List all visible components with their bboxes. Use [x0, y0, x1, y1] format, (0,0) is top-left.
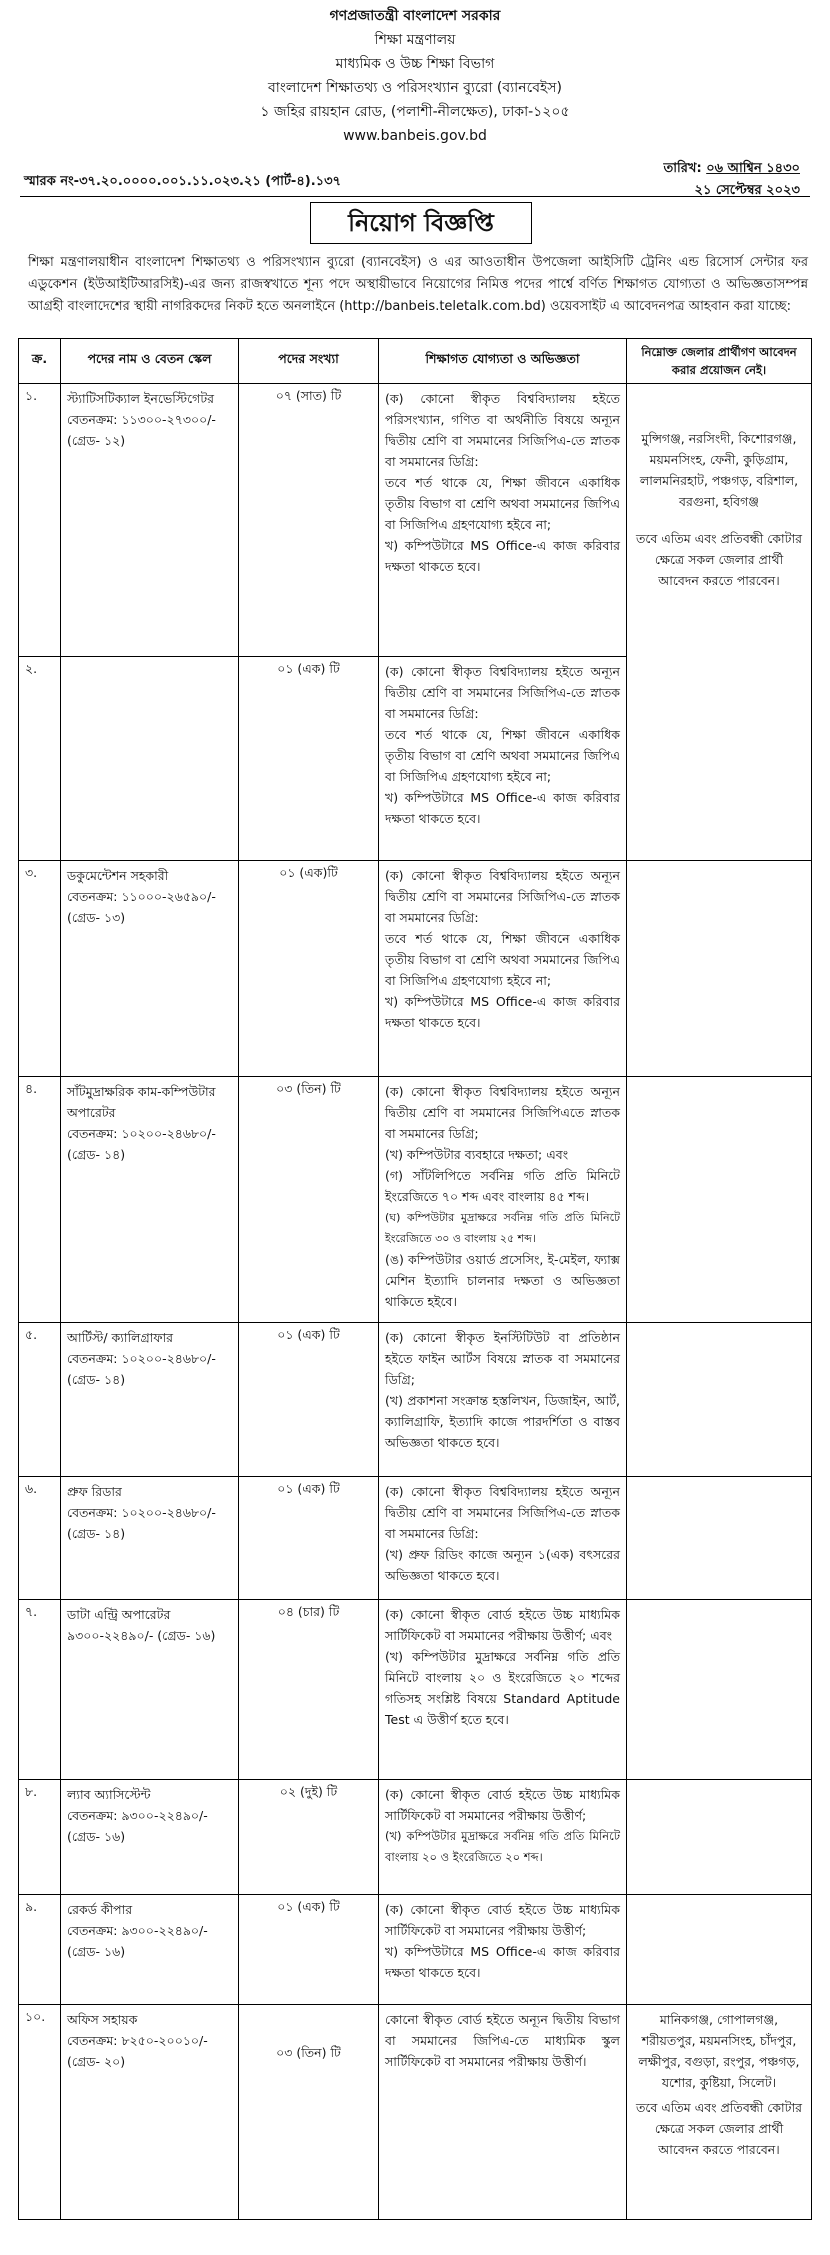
col-districts: নিম্নোক্ত জেলার প্রার্থীগণ আবেদন করার প্রয়োজন নেই। [627, 339, 812, 384]
table-row [19, 1077, 812, 1323]
table-row [19, 1323, 812, 1477]
memo-ref: স্মারক নং-৩৭.২০.০০০০.০০১.১১.০২৩.২১ (পার্ট-৪).১৩৭ [24, 174, 341, 189]
row-serial: ৫. [19, 1323, 61, 1477]
division-name: মাধ্যমিক ও উচ্চ শিক্ষা বিভাগ [335, 56, 495, 72]
pay-scale: বেতনক্রম: ৯৩০০-২২৪৯০/- [67, 1923, 208, 1938]
post-title: আর্টিস্ট/ ক্যালিগ্রাফার [67, 1330, 174, 1345]
row-serial: ৩. [19, 861, 61, 1077]
excluded-districts [627, 2005, 812, 2220]
table-row [19, 384, 812, 657]
post-title: অফিস সহায়ক [67, 2012, 138, 2027]
qual-item: কোনো স্বীকৃত বোর্ড হইতে অন্যূন দ্বিতীয় বিভাগ বা সমমানের জিপিএ-তে মাধ্যমিক স্কুল সার্টিফিকেট বা সমমানের পরীক্ষায় উত্তীর্ণ। [385, 2012, 620, 2069]
post-count: ০১ (এক) টি [239, 1895, 379, 2005]
table-row [19, 861, 812, 1077]
post-count: ০১ (এক) টি [239, 1477, 379, 1600]
row-serial: ১০. [19, 2005, 61, 2220]
post-count: ০১ (এক)টি [239, 861, 379, 1077]
date-en: ২১ সেপ্টেম্বর ২০২৩ [694, 183, 800, 198]
qual-item: (ক) কোনো স্বীকৃত বোর্ড হইতে উচ্চ মাধ্যমিক সার্টিফিকেট বা সমমানের পরীক্ষায় উত্তীর্ণ; এবং [385, 1607, 620, 1643]
post-name [61, 1323, 239, 1477]
row-serial: ৬. [19, 1477, 61, 1600]
pay-scale: বেতনক্রম: ৮২৫০-২০০১০/- [67, 2033, 208, 2048]
post-name [61, 2005, 239, 2220]
qualification [379, 1477, 627, 1600]
grade: (গ্রেড- ১৪) [67, 1147, 126, 1162]
qual-item: (ক) কোনো স্বীকৃত বিশ্ববিদ্যালয় হইতে অন্যূন দ্বিতীয় শ্রেণি বা সমমানের সিজিপিএ-তে স্নাতক বা সমমানের ডিগ্রি: [385, 1484, 620, 1541]
grade: (গ্রেড- ১৪) [67, 1372, 126, 1387]
qual-item: খ) কম্পিউটারে MS Office-এ কাজ করিবার দক্ষতা থাকতে হবে। [385, 790, 620, 826]
post-title: প্রুফ রিডার [67, 1484, 122, 1499]
qualification [379, 1600, 627, 1780]
post-name [61, 861, 239, 1077]
date-bn: ০৬ আশ্বিন ১৪৩০ [706, 161, 800, 176]
grade: (গ্রেড- ২০) [67, 2054, 126, 2069]
letterhead [0, 4, 830, 148]
post-count: ০২ (দুই) টি [239, 1780, 379, 1895]
post-name [61, 657, 239, 861]
qual-item: (ক) কোনো স্বীকৃত ইনস্টিটিউট বা প্রতিষ্ঠান হইতে ফাইন আর্টস বিষয়ে স্নাতক বা সমমানের ডিগ্রি; [385, 1330, 620, 1387]
pay-scale: বেতনক্রম: ১০২০০-২৪৬৮০/- [67, 1126, 216, 1141]
col-serial: ক্র. [19, 339, 61, 384]
qual-item: (খ) কম্পিউটার মুদ্রাক্ষরে সর্বনিম্ন গতি প্রতি মিনিটে বাংলায় ২০ ও ইংরেজিতে ২০ শব্দের গতিসহ সংশ্লিষ্ট বিষয়ে Standard Aptitude Test এ উত্তীর্ণ হতে হবে। [385, 1649, 620, 1727]
header-divider [20, 196, 810, 197]
post-count: ০১ (এক) টি [239, 657, 379, 861]
col-post: পদের নাম ও বেতন স্কেল [61, 339, 239, 384]
excluded-districts-empty [627, 861, 812, 1077]
qualification [379, 1895, 627, 2005]
post-title: সাঁটমুদ্রাক্ষরিক কাম-কম্পিউটার অপারেটর [67, 1084, 216, 1120]
excluded-districts-empty [627, 1323, 812, 1477]
table-row [19, 1477, 812, 1600]
qualification [379, 1780, 627, 1895]
pay-scale: বেতনক্রম: ৯৩০০-২২৪৯০/- [67, 1808, 208, 1823]
row-serial: ২. [19, 657, 61, 861]
grade: (গ্রেড- ১৪) [67, 1526, 126, 1541]
post-name [61, 1477, 239, 1600]
pay-scale: বেতনক্রম: ১১৩০০-২৭৩০০/- [67, 412, 216, 427]
address: ১ জহির রায়হান রোড, (পলাশী-নীলক্ষেত), ঢাকা-১২০৫ [260, 104, 570, 120]
website: www.banbeis.gov.bd [343, 128, 487, 144]
excluded-districts-empty [627, 1780, 812, 1895]
qual-item: (খ) প্রুফ রিডিং কাজে অন্যূন ১(এক) বৎসরের অভিজ্ঞতা থাকতে হবে। [385, 1547, 620, 1583]
table-row [19, 2005, 812, 2220]
grade: (গ্রেড- ১৬) [67, 1944, 126, 1959]
excluded-districts [627, 384, 812, 861]
district-list: মুন্সিগঞ্জ, নরসিংদী, কিশোরগঞ্জ, ময়মনসিংহ, ফেনী, কুড়িগ্রাম, লালমনিরহাট, পঞ্চগড়, বরিশাল, বরগুনা, হবিগঞ্জ [639, 431, 799, 509]
qual-item: (খ) কম্পিউটার ব্যবহারে দক্ষতা; এবং [385, 1147, 569, 1162]
qual-item: তবে শর্ত থাকে যে, শিক্ষা জীবনে একাধিক তৃতীয় বিভাগ বা শ্রেণি অথবা সমমানের জিপিএ বা সিজিপিএ গ্রহণযোগ্য হইবে না; [385, 475, 620, 532]
qual-item: (ক) কোনো স্বীকৃত বিশ্ববিদ্যালয় হইতে পরিসংখ্যান, গণিত বা অর্থনীতি বিষয়ে অন্যূন দ্বিতীয় শ্রেণি বা সমমানের সিজিপিএ-তে স্নাতক বা সমমানের ডিগ্রি: [385, 391, 620, 469]
qual-item: (ক) কোনো স্বীকৃত বোর্ড হইতে উচ্চ মাধ্যমিক সার্টিফিকেট বা সমমানের পরীক্ষায় উত্তীর্ণ; [385, 1902, 620, 1938]
excluded-districts-empty [627, 1077, 812, 1323]
qualification [379, 2005, 627, 2220]
post-name [61, 384, 239, 657]
post-title: ডকুমেন্টেশন সহকারী [67, 868, 169, 883]
qual-item: (ক) কোনো স্বীকৃত বিশ্ববিদ্যালয় হইতে অন্যূন দ্বিতীয় শ্রেণি বা সমমানের সিজিপিএ-তে স্নাতক বা সমমানের ডিগ্রি: [385, 664, 620, 721]
pay-scale: বেতনক্রম: ১০২০০-২৪৬৮০/- [67, 1505, 216, 1520]
post-count: ০৪ (চার) টি [239, 1600, 379, 1780]
qual-item: তবে শর্ত থাকে যে, শিক্ষা জীবনে একাধিক তৃতীয় বিভাগ বা শ্রেণি অথবা সমমানের জিপিএ বা সিজিপিএ গ্রহণযোগ্য হইবে না; [385, 931, 620, 988]
post-count: ০৭ (সাত) টি [239, 384, 379, 657]
govt-name: গণপ্রজাতন্ত্রী বাংলাদেশ সরকার [329, 8, 501, 24]
table-row [19, 1895, 812, 2005]
district-list: মানিকগঞ্জ, গোপালগঞ্জ, শরীয়তপুর, ময়মনসিংহ, চাঁদপুর, লক্ষীপুর, বগুড়া, রংপুর, পঞ্চগড়, যশোর, কুষ্টিয়া, সিলেট। [638, 2012, 800, 2090]
row-serial: ৭. [19, 1600, 61, 1780]
table-row [19, 1600, 812, 1780]
grade: (গ্রেড- ১৩) [67, 910, 126, 925]
bureau-name: বাংলাদেশ শিক্ষাতথ্য ও পরিসংখ্যান ব্যুরো (ব্যানবেইস) [267, 80, 563, 96]
post-name [61, 1077, 239, 1323]
row-serial: ৪. [19, 1077, 61, 1323]
qual-item: (ঘ) কম্পিউটার মুদ্রাক্ষরে সর্বনিম্ন গতি প্রতি মিনিটে ইংরেজিতে ৩০ ও বাংলায় ২৫ শব্দ। [385, 1211, 620, 1245]
qual-item: খ) কম্পিউটারে MS Office-এ কাজ করিবার দক্ষতা থাকতে হবে। [385, 538, 620, 574]
row-serial: ৮. [19, 1780, 61, 1895]
col-count: পদের সংখ্যা [239, 339, 379, 384]
qual-item: (গ) সাঁটলিপিতে সর্বনিম্ন গতি প্রতি মিনিটে ইংরেজিতে ৭০ শব্দ এবং বাংলায় ৪৫ শব্দ। [385, 1168, 620, 1204]
row-serial: ৯. [19, 1895, 61, 2005]
post-name [61, 1780, 239, 1895]
excluded-districts-empty [627, 1895, 812, 2005]
pay-scale: বেতনক্রম: ১০২০০-২৪৬৮০/- [67, 1351, 216, 1366]
excluded-districts-empty [627, 1477, 812, 1600]
grade: (গ্রেড- ১৬) [67, 1829, 126, 1844]
post-count: ০৩ (তিন) টি [239, 2005, 379, 2220]
quota-note: তবে এতিম এবং প্রতিবন্ধী কোটার ক্ষেত্রে সকল জেলার প্রার্থী আবেদন করতে পারবেন। [636, 531, 802, 588]
quota-note: তবে এতিম এবং প্রতিবন্ধী কোটার ক্ষেত্রে সকল জেলার প্রার্থী আবেদন করতে পারবেন। [636, 2100, 802, 2157]
post-name [61, 1895, 239, 2005]
post-count: ০১ (এক) টি [239, 1323, 379, 1477]
vacancy-table [18, 338, 812, 2220]
qual-item: (খ) কম্পিউটার মুদ্রাক্ষরে সর্বনিম্ন গতি প্রতি মিনিটে বাংলায় ২০ ও ইংরেজিতে ২০ শব্দ। [385, 1829, 620, 1864]
post-name [61, 1600, 239, 1780]
qualification [379, 1323, 627, 1477]
qual-item: (ক) কোনো স্বীকৃত বোর্ড হইতে উচ্চ মাধ্যমিক সার্টিফিকেট বা সমমানের পরীক্ষায় উত্তীর্ণ; [385, 1787, 620, 1823]
grade: (গ্রেড- ১২) [67, 433, 126, 448]
ministry-name: শিক্ষা মন্ত্রণালয় [374, 32, 456, 48]
pay-scale: ৯৩০০-২২৪৯০/- (গ্রেড- ১৬) [67, 1628, 216, 1643]
qualification [379, 384, 627, 657]
pay-scale: বেতনক্রম: ১১০০০-২৬৫৯০/- [67, 889, 216, 904]
qual-item: (ক) কোনো স্বীকৃত বিশ্ববিদ্যালয় হইতে অন্যূন দ্বিতীয় শ্রেণি বা সমমানের সিজিপিএ-তে স্নাতক বা সমমানের ডিগ্রি: [385, 868, 620, 925]
qualification [379, 1077, 627, 1323]
intro-paragraph: শিক্ষা মন্ত্রণালয়াধীন বাংলাদেশ শিক্ষাতথ্য ও পরিসংখ্যান ব্যুরো (ব্যানবেইস) ও এর আওতাধীন উপজেলা আইসিটি ট্রেনিং এন্ড রিসোর্স সেন্টার ফর এডুকেশন (ইউআইটিআরসিই)-এর জন্য রাজস্বখাতে শূন্য পদে অস্থায়ীভাবে নিয়োগের নিমিত্ত পদের পার্শ্বে বর্ণিত শিক্ষাগত যোগ্যতা ও অভিজ্ঞতাসম্পন্ন আগ্রহী বাংলাদেশের স্থায়ী নাগরিকদের নিকট হতে অনলাইনে (http://banbeis.teletalk.com.bd) ওয়েবসাইট এ আবেদনপত্র আহবান করা যাচ্ছে: [28, 255, 808, 314]
post-title: ডাটা এন্ট্রি অপারেটর [67, 1607, 171, 1622]
qual-item: তবে শর্ত থাকে যে, শিক্ষা জীবনে একাধিক তৃতীয় বিভাগ বা শ্রেণি অথবা সমমানের জিপিএ বা সিজিপিএ গ্রহণযোগ্য হইবে না; [385, 727, 620, 784]
notice-title: নিয়োগ বিজ্ঞপ্তি [310, 202, 532, 244]
post-count: ০৩ (তিন) টি [239, 1077, 379, 1323]
qual-item: (খ) প্রকাশনা সংক্রান্ত হস্তলিখন, ডিজাইন, আর্ট, ক্যালিগ্রাফি, ইত্যাদি কাজে পারদর্শিতা ও বাস্তব অভিজ্ঞতা থাকতে হবে। [385, 1393, 620, 1450]
table-header-row [19, 339, 812, 384]
date-label: তারিখ: [663, 161, 702, 176]
qualification [379, 657, 627, 861]
qual-item: খ) কম্পিউটারে MS Office-এ কাজ করিবার দক্ষতা থাকতে হবে। [385, 994, 620, 1030]
qual-item: (ঙ) কম্পিউটার ওয়ার্ড প্রসেসিং, ই-মেইল, ফ্যাক্স মেশিন ইত্যাদি চালনার দক্ষতা ও অভিজ্ঞতা থাকিতে হইবে। [385, 1252, 620, 1309]
post-title: ল্যাব অ্যাসিস্টেন্ট [67, 1787, 151, 1802]
qual-item: খ) কম্পিউটারে MS Office-এ কাজ করিবার দক্ষতা থাকতে হবে। [385, 1944, 620, 1980]
post-title: স্ট্যাটিসটিক্যাল ইনভেস্টিগেটর [67, 391, 215, 406]
post-title: রেকর্ড কীপার [67, 1902, 133, 1917]
table-row [19, 1780, 812, 1895]
col-qualification: শিক্ষাগত যোগ্যতা ও অভিজ্ঞতা [379, 339, 627, 384]
row-serial: ১. [19, 384, 61, 657]
qual-item: (ক) কোনো স্বীকৃত বিশ্ববিদ্যালয় হইতে অন্যূন দ্বিতীয় শ্রেণি বা সমমানের সিজিপিএতে স্নাতক বা সমমানের ডিগ্রি; [385, 1084, 620, 1141]
qualification [379, 861, 627, 1077]
excluded-districts-empty [627, 1600, 812, 1780]
